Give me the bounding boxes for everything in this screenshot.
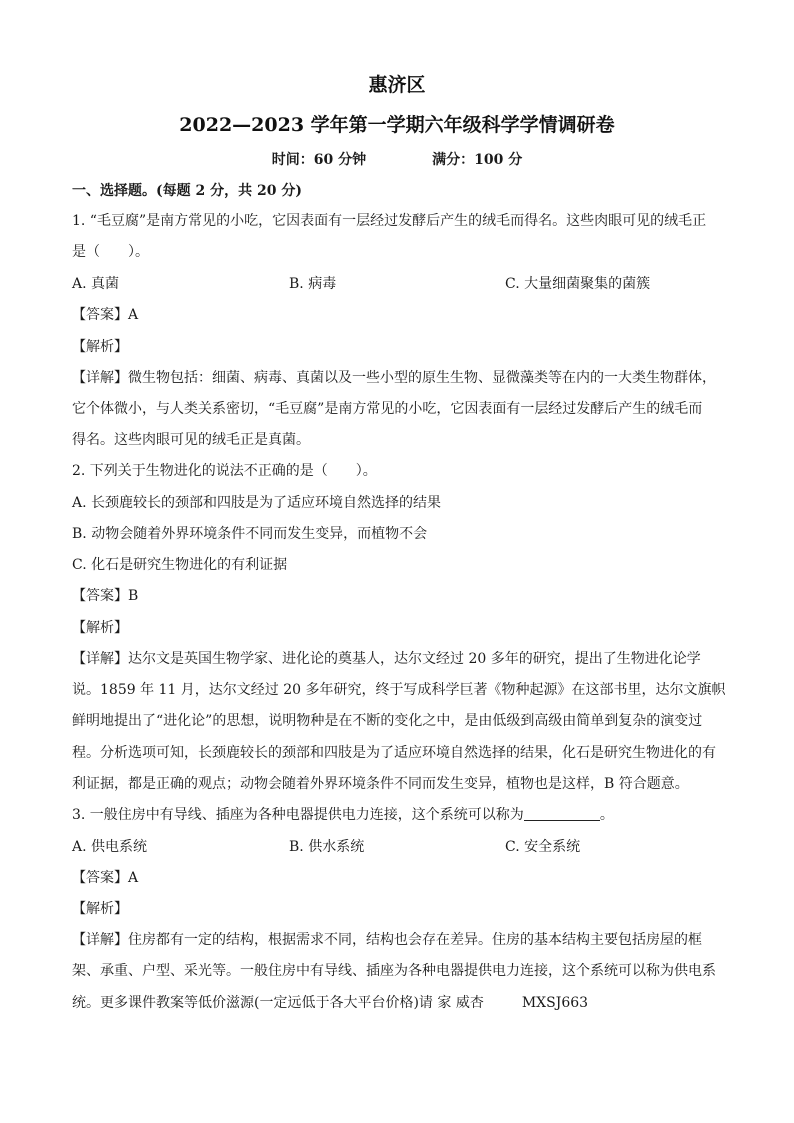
- q2-detail-line4: 程。分析选项可知，长颈鹿较长的颈部和四肢是为了适应环境自然选择的结果，化石是研究生物进化的有: [72, 745, 716, 761]
- section-title: 一、选择题。(每题 2 分，共 20 分): [72, 183, 302, 199]
- q2-option-c: C. 化石是研究生物进化的有利证据: [72, 557, 288, 573]
- q3-answer: 【答案】A: [72, 870, 139, 886]
- q1-stem-line2: 是（ ）。: [72, 244, 149, 260]
- q3-option-b: B. 供水系统: [289, 839, 365, 855]
- q3-detail-line2: 架、承重、户型、采光等。一般住房中有导线、插座为各种电器提供电力连接，这个系统可以称为供电系: [72, 963, 716, 979]
- q3-detail-line3: [72, 993, 732, 1013]
- q2-option-b: B. 动物会随着外界环境条件不同而发生变异，而植物不会: [72, 526, 428, 542]
- q1-detail-line2: 它个体微小，与人类关系密切，“毛豆腐”是南方常见的小吃，它因表面有一层经过发酵后产生的绒毛而: [72, 401, 703, 417]
- q3-detail-code: MXSJ663: [521, 995, 589, 1011]
- exam-time: 时间：60 分钟: [271, 152, 367, 168]
- q3-stem-text: 3. 一般住房中有导线、插座为各种电器提供电力连接，这个系统可以称为: [72, 807, 524, 823]
- q2-answer: 【答案】B: [72, 588, 139, 604]
- q3-detail-line1: 【详解】住房都有一定的结构，根据需求不同，结构也会存在差异。住房的基本结构主要包括房屋的框: [72, 932, 702, 948]
- q3-detail-line3-text: 统。更多课件教案等低价滋源(一定远低于各大平台价格)请 家 威杏: [72, 995, 484, 1011]
- q3-answer-blank: [524, 806, 600, 821]
- q2-detail-line2: 说。1859 年 11 月，达尔文经过 20 多年研究，终于写成科学巨著《物种起源》在这部书里，达尔文旗帜: [72, 682, 726, 698]
- q1-answer: 【答案】A: [72, 307, 139, 323]
- exam-title: 2022—2023 学年第一学期六年级科学学情调研卷: [179, 114, 615, 136]
- q1-stem-line1: 1. “毛豆腐”是南方常见的小吃，它因表面有一层经过发酵后产生的绒毛而得名。这些肉眼可见的绒毛正: [72, 213, 707, 229]
- q2-option-a: A. 长颈鹿较长的颈部和四肢是为了适应环境自然选择的结果: [72, 495, 442, 511]
- q2-detail-line5: 利证据，都是正确的观点；动物会随着外界环境条件不同而发生变异，植物也是这样，B 符合题意。: [72, 776, 689, 792]
- q3-stem: [72, 805, 732, 825]
- q2-analysis-label: 【解析】: [72, 620, 128, 636]
- q2-detail-line3: 鲜明地提出了“进化论”的思想，说明物种是在不断的变化之中，是由低级到高级由简单到复杂的演变过: [72, 713, 703, 729]
- q2-detail-line1: 【详解】达尔文是英国生物学家、进化论的奠基人，达尔文经过 20 多年的研究，提出了生物进化论学: [72, 651, 701, 667]
- q3-option-c: C. 安全系统: [505, 839, 581, 855]
- exam-meta: [0, 149, 794, 169]
- q1-detail-line3: 得名。这些肉眼可见的绒毛正是真菌。: [72, 432, 310, 448]
- q3-option-a: A. 供电系统: [72, 839, 148, 855]
- exam-score: 满分：100 分: [432, 152, 523, 168]
- q1-option-b: B. 病毒: [289, 276, 337, 292]
- q1-option-c: C. 大量细菌聚集的菌簇: [505, 276, 651, 292]
- q3-analysis-label: 【解析】: [72, 901, 128, 917]
- district-title: 惠济区: [368, 74, 426, 96]
- q3-stem-end: 。: [599, 807, 614, 823]
- q1-detail-line1: 【详解】微生物包括：细菌、病毒、真菌以及一些小型的原生生物、显微藻类等在内的一大类生物群体，: [72, 370, 716, 386]
- q2-stem: 2. 下列关于生物进化的说法不正确的是（ ）。: [72, 463, 377, 479]
- q1-option-a: A. 真菌: [72, 276, 120, 292]
- q1-analysis-label: 【解析】: [72, 339, 128, 355]
